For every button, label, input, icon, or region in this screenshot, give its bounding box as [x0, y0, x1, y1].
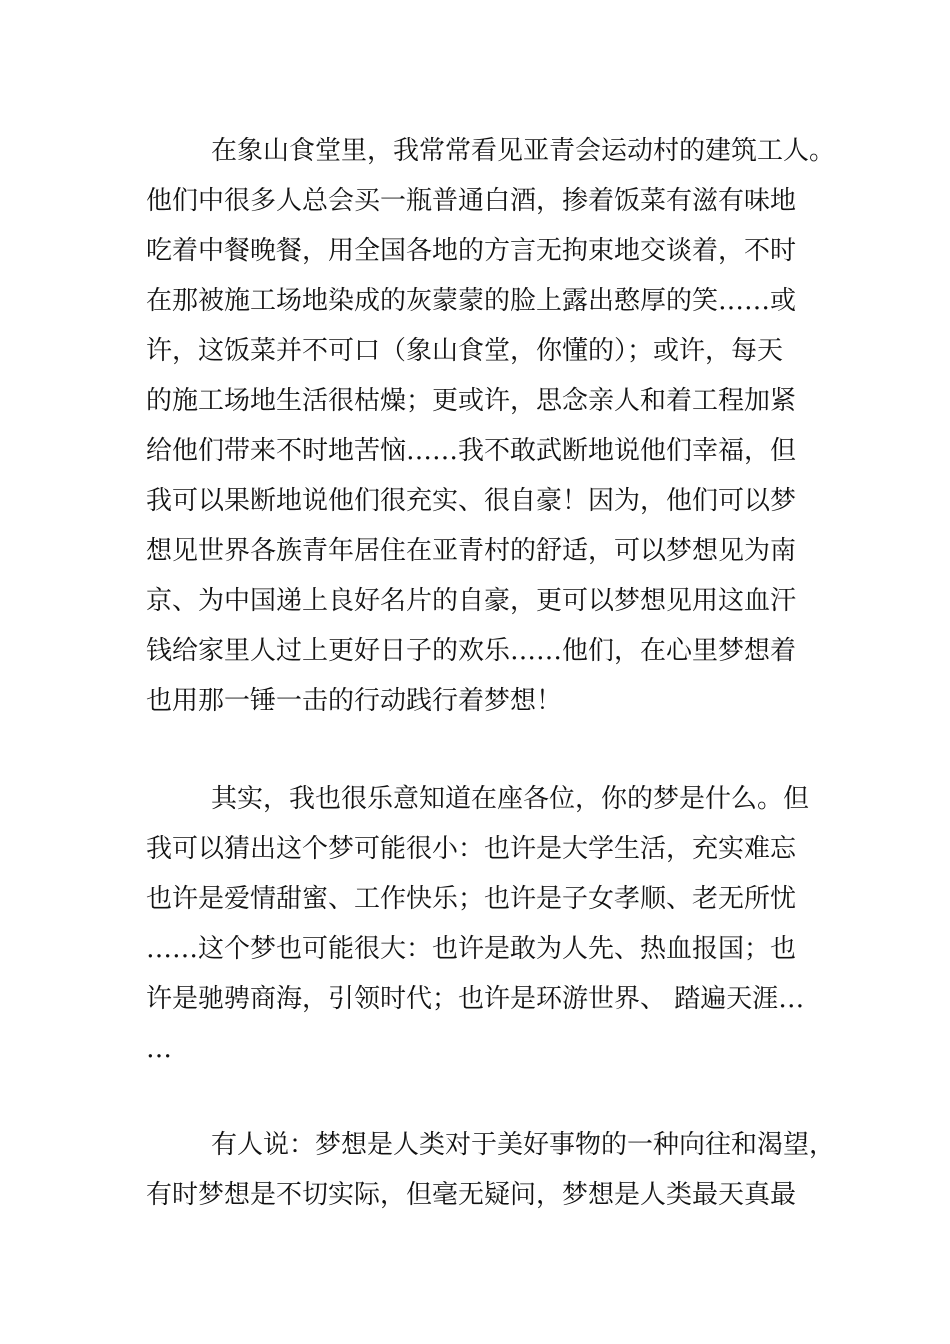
paragraph-your-dream [146, 774, 826, 1074]
text-line: 有时梦想是不切实际，但毫无疑问，梦想是人类最天真最 [146, 1180, 797, 1210]
paragraph-definition-of-dream [146, 1120, 836, 1220]
text-line: 我可以果断地说他们很充实、很自豪！因为，他们可以梦 [146, 486, 797, 516]
text-line: 给他们带来不时地苦恼……我不敢武断地说他们幸福，但 [146, 436, 797, 466]
text-line: 我可以猜出这个梦可能很小：也许是大学生活，充实难忘 [146, 834, 797, 864]
text-line: … [146, 1034, 172, 1064]
text-line: 的施工场地生活很枯燥；更或许，思念亲人和着工程加紧 [146, 386, 797, 416]
text-line: 想见世界各族青年居住在亚青村的舒适，可以梦想见为南 [146, 536, 797, 566]
text-line: 有人说：梦想是人类对于美好事物的一种向往和渴望， [211, 1130, 836, 1160]
text-line: 吃着中餐晚餐，用全国各地的方言无拘束地交谈着，不时 [146, 236, 797, 266]
text-line: 也许是爱情甜蜜、工作快乐；也许是子女孝顺、老无所忧 [146, 884, 797, 914]
text-line: 许是驰骋商海，引领时代；也许是环游世界、 踏遍天涯… [146, 984, 805, 1014]
text-line: 其实，我也很乐意知道在座各位，你的梦是什么。但 [211, 784, 810, 814]
text-line: 在象山食堂里，我常常看见亚青会运动村的建筑工人。 [211, 136, 836, 166]
text-line: 他们中很多人总会买一瓶普通白酒，掺着饭菜有滋有味地 [146, 186, 797, 216]
text-line: 钱给家里人过上更好日子的欢乐……他们，在心里梦想着 [146, 636, 797, 666]
text-line: 许，这饭菜并不可口（象山食堂，你懂的）；或许，每天 [146, 336, 784, 366]
text-line: 也用那一锤一击的行动践行着梦想！ [146, 686, 563, 716]
text-line: 在那被施工场地染成的灰蒙蒙的脸上露出憨厚的笑……或 [146, 286, 797, 316]
paragraph-construction-workers [146, 126, 836, 726]
text-line: 京、为中国递上良好名片的自豪，更可以梦想见用这血汗 [146, 586, 797, 616]
text-line: ……这个梦也可能很大：也许是敢为人先、热血报国；也 [146, 934, 797, 964]
